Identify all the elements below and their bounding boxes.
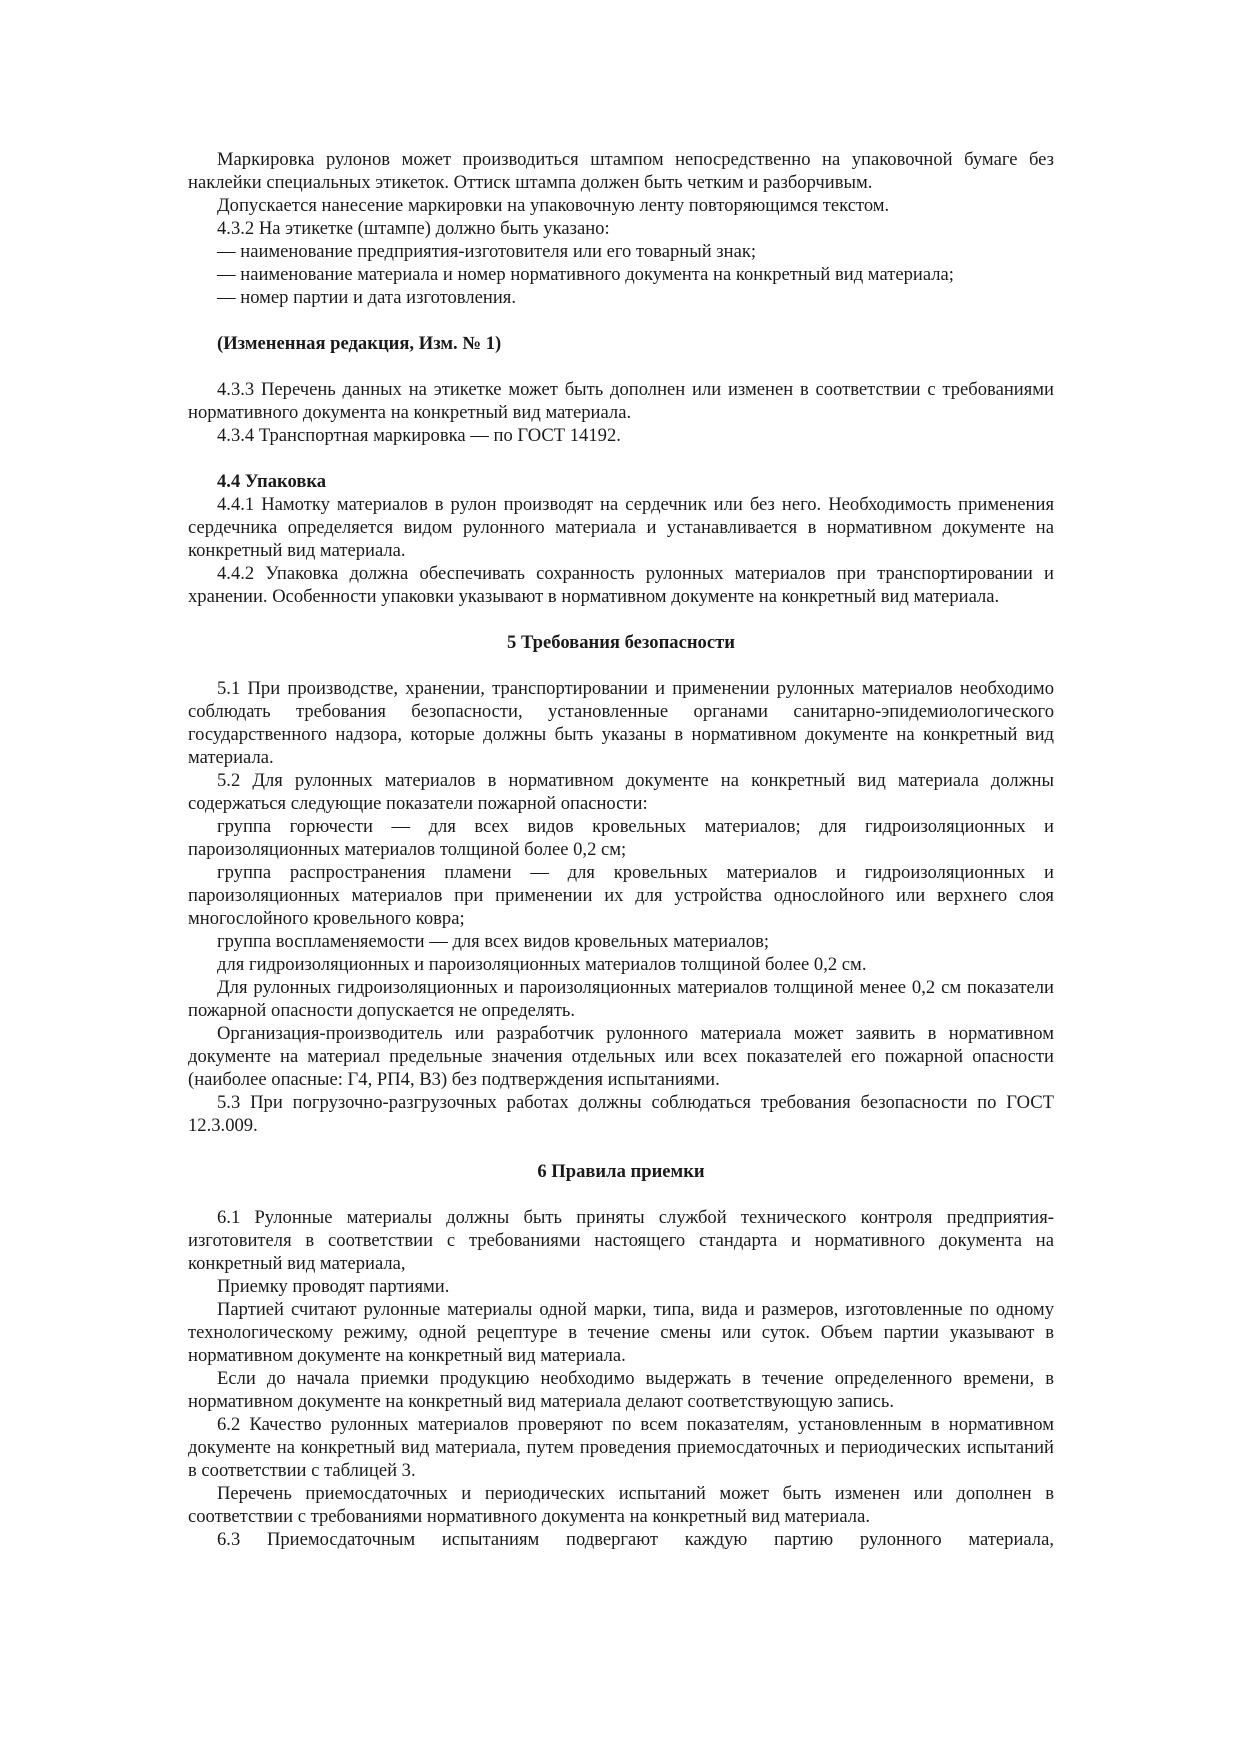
section-heading-4-4: 4.4 Упаковка: [217, 471, 327, 492]
paragraph-4-4-2: 4.4.2 Упаковка должна обеспечивать сохранность рулонных материалов при транспортировании и хранении. Особенности упаковки указывают в нормативном документе на конкретный вид материала.: [188, 563, 1054, 607]
paragraph-5-2-thin-materials: Для рулонных гидроизоляционных и пароизоляционных материалов толщиной менее 0,2 см показатели пожарной опасности допускается не определять.: [188, 977, 1054, 1021]
paragraph-5-2-flame-spread: группа распространения пламени — для кровельных материалов и гидроизоляционных и пароизоляционных материалов при применении их для устройства однослойного или верхнего слоя многослойного кровельного ковра;: [188, 862, 1054, 929]
paragraph-6-3: 6.3 Приемосдаточным испытаниям подвергают каждую партию рулонного материала,: [217, 1529, 1054, 1550]
paragraph-4-3-3: 4.3.3 Перечень данных на этикетке может быть дополнен или изменен в соответствии с требованиями нормативного документа на конкретный вид материала.: [188, 379, 1054, 423]
section-heading-6: 6 Правила приемки: [537, 1161, 705, 1182]
paragraph-marking-tape: Допускается нанесение маркировки на упаковочную ленту повторяющимся текстом.: [217, 195, 890, 216]
list-item: — наименование материала и номер нормативного документа на конкретный вид материала;: [217, 264, 954, 285]
paragraph-5-3: 5.3 При погрузочно-разгрузочных работах должны соблюдаться требования безопасности по ГОСТ 12.3.009.: [188, 1092, 1054, 1136]
paragraph-4-3-2: 4.3.2 На этикетке (штампе) должно быть указано:: [217, 218, 610, 239]
paragraph-4-4-1: 4.4.1 Намотку материалов в рулон производят на сердечник или без него. Необходимость применения сердечника определяется видом рулонного материала и устанавливается в нормативном документе на конкретный вид материала.: [188, 494, 1054, 561]
paragraph-5-1: 5.1 При производстве, хранении, транспортировании и применении рулонных материалов необходимо соблюдать требования безопасности, установленные органами санитарно-эпидемиологического государственного надзора, которые должны быть указаны в нормативном документе на конкретный вид материала.: [188, 678, 1054, 768]
paragraph-5-2: 5.2 Для рулонных материалов в нормативном документе на конкретный вид материала должны содержаться следующие показатели пожарной опасности:: [188, 770, 1054, 814]
paragraph-5-2-insulation: для гидроизоляционных и пароизоляционных материалов толщиной более 0,2 см.: [217, 954, 867, 975]
section-heading-5: 5 Требования безопасности: [507, 632, 735, 653]
list-item: — наименование предприятия-изготовителя или его товарный знак;: [217, 241, 757, 262]
paragraph-5-2-ignitability: группа воспламеняемости — для всех видов кровельных материалов;: [217, 931, 770, 952]
paragraph-6-1-conditioning: Если до начала приемки продукцию необходимо выдержать в течение определенного времени, в нормативном документе на конкретный вид материала делают соответствующую запись.: [188, 1368, 1054, 1412]
paragraph-4-3-4: 4.3.4 Транспортная маркировка — по ГОСТ 14192.: [217, 425, 621, 446]
paragraph-marking: Маркировка рулонов может производиться штампом непосредственно на упаковочной бумаге без наклейки специальных этикеток. Оттиск штампа должен быть четким и разборчивым.: [188, 149, 1054, 193]
paragraph-6-1-batches: Приемку проводят партиями.: [217, 1276, 450, 1297]
amendment-note: (Измененная редакция, Изм. № 1): [217, 333, 502, 354]
paragraph-6-1-batch-definition: Партией считают рулонные материалы одной марки, типа, вида и размеров, изготовленные по одному технологическому режиму, одной рецептуре в течение смены или суток. Объем партии указывают в нормативном документе на конкретный вид материала.: [188, 1299, 1054, 1366]
paragraph-6-2-tests-list: Перечень приемосдаточных и периодических испытаний может быть изменен или дополнен в соответствии с требованиями нормативного документа на конкретный вид материала.: [188, 1483, 1054, 1527]
document-page: [188, 148, 1054, 1551]
list-item: — номер партии и дата изготовления.: [217, 287, 516, 308]
paragraph-5-2-combustibility: группа горючести — для всех видов кровельных материалов; для гидроизоляционных и пароизоляционных материалов толщиной более 0,2 см;: [188, 816, 1054, 860]
paragraph-5-2-manufacturer: Организация-производитель или разработчик рулонного материала может заявить в нормативном документе на материал предельные значения отдельных или всех показателей его пожарной опасности (наиболее опасные: Г4, РП4, В3) без подтверждения испытаниями.: [188, 1023, 1054, 1090]
paragraph-6-2: 6.2 Качество рулонных материалов проверяют по всем показателям, установленным в нормативном документе на конкретный вид материала, путем проведения приемосдаточных и периодических испытаний в соответствии с таблицей 3.: [188, 1414, 1054, 1481]
paragraph-6-1: 6.1 Рулонные материалы должны быть приняты службой технического контроля предприятия-изготовителя в соответствии с требованиями настоящего стандарта и нормативного документа на конкретный вид материала,: [188, 1207, 1054, 1274]
